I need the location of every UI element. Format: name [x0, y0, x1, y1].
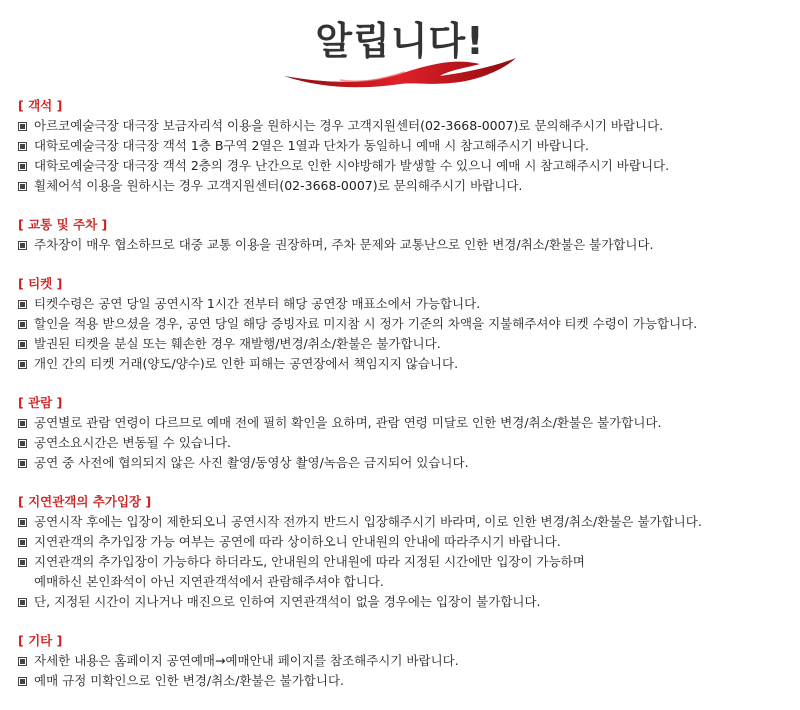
square-bullet-icon: [18, 162, 27, 171]
section-title: [ 교통 및 주차 ]: [18, 217, 108, 232]
square-bullet-icon: [18, 558, 27, 567]
notice-text: 티켓수령은 공연 당일 공연시작 1시간 전부터 해당 공연장 매표소에서 가능합니다.: [34, 296, 481, 311]
notice-text: 공연시작 후에는 입장이 제한되오니 공연시작 전까지 반드시 입장해주시기 바라며, 이로 인한 변경/취소/환불은 불가합니다.: [34, 514, 702, 529]
section-title: [ 지연관객의 추가입장 ]: [18, 494, 152, 509]
notice-item: [18, 314, 793, 334]
notice-text: 예매 규정 미확인으로 인한 변경/취소/환불은 불가합니다.: [34, 673, 344, 688]
notice-item: [18, 116, 793, 136]
notice-item: [18, 176, 793, 196]
ribbon-decoration: [280, 52, 520, 92]
notice-text-continued: 예매하신 본인좌석이 아닌 지연관객석에서 관람해주셔야 합니다.: [34, 574, 384, 589]
notice-text: 주차장이 매우 협소하므로 대중 교통 이용을 권장하며, 주차 문제와 교통난으로 인한 변경/취소/환불은 불가합니다.: [34, 237, 654, 252]
notice-section: [18, 215, 793, 255]
notice-item: [18, 136, 793, 156]
notice-section: [18, 393, 793, 473]
section-title: [ 관람 ]: [18, 395, 63, 410]
notice-item: [18, 552, 793, 592]
header: [0, 0, 800, 95]
notice-text: 공연소요시간은 변동될 수 있습니다.: [34, 435, 232, 450]
square-bullet-icon: [18, 241, 27, 250]
notice-text: 지연관객의 추가입장이 가능하다 하더라도, 안내원의 안내원에 따라 지정된 시간에만 입장이 가능하며: [34, 554, 585, 569]
notice-item: [18, 156, 793, 176]
notice-text: 단, 지정된 시간이 지나거나 매진으로 인하여 지연관객석이 없을 경우에는 입장이 불가합니다.: [34, 594, 541, 609]
square-bullet-icon: [18, 142, 27, 151]
notice-text: 공연별로 관람 연령이 다르므로 예매 전에 필히 확인을 요하며, 관람 연령 미달로 인한 변경/취소/환불은 불가합니다.: [34, 415, 662, 430]
notice-text: 지연관객의 추가입장 가능 여부는 공연에 따라 상이하오니 안내원의 안내에 따라주시기 바랍니다.: [34, 534, 561, 549]
square-bullet-icon: [18, 340, 27, 349]
section-title: [ 티켓 ]: [18, 276, 63, 291]
notice-item: [18, 512, 793, 532]
square-bullet-icon: [18, 598, 27, 607]
notice-content: [18, 96, 793, 710]
square-bullet-icon: [18, 657, 27, 666]
notice-section: [18, 492, 793, 612]
square-bullet-icon: [18, 182, 27, 191]
notice-text: 대학로예술극장 대극장 객석 1층 B구역 2열은 1열과 단차가 동일하니 예매 시 참고해주시기 바랍니다.: [34, 138, 590, 153]
square-bullet-icon: [18, 538, 27, 547]
notice-item: [18, 651, 793, 671]
notice-text: 개인 간의 티켓 거래(양도/양수)로 인한 피해는 공연장에서 책임지지 않습니다.: [34, 356, 459, 371]
notice-text: 할인을 적용 받으셨을 경우, 공연 당일 해당 증빙자료 미지참 시 정가 기준의 차액을 지불해주셔야 티켓 수령이 가능합니다.: [34, 316, 698, 331]
square-bullet-icon: [18, 439, 27, 448]
square-bullet-icon: [18, 320, 27, 329]
section-title: [ 기타 ]: [18, 633, 63, 648]
notice-text: 자세한 내용은 홈페이지 공연예매→예매안내 페이지를 참조해주시기 바랍니다.: [34, 653, 459, 668]
notice-section: [18, 631, 793, 691]
notice-item: [18, 235, 793, 255]
notice-item: [18, 671, 793, 691]
notice-text: 휠체어석 이용을 원하시는 경우 고객지원센터(02-3668-0007)로 문의해주시기 바랍니다.: [34, 178, 523, 193]
notice-text: 아르코예술극장 대극장 보금자리석 이용을 원하시는 경우 고객지원센터(02-3668-0007)로 문의해주시기 바랍니다.: [34, 118, 664, 133]
notice-text: 대학로예술극장 대극장 객석 2층의 경우 난간으로 인한 시야방해가 발생할 수 있으니 예매 시 참고해주시기 바랍니다.: [34, 158, 670, 173]
notice-item: [18, 433, 793, 453]
notice-item: [18, 413, 793, 433]
square-bullet-icon: [18, 300, 27, 309]
notice-item: [18, 453, 793, 473]
square-bullet-icon: [18, 360, 27, 369]
page-title: 알립니다!: [315, 19, 485, 63]
notice-item: [18, 294, 793, 314]
square-bullet-icon: [18, 518, 27, 527]
notice-text: 발권된 티켓을 분실 또는 훼손한 경우 재발행/변경/취소/환불은 불가합니다.: [34, 336, 441, 351]
notice-text: 공연 중 사전에 협의되지 않은 사진 촬영/동영상 촬영/녹음은 금지되어 있습니다.: [34, 455, 469, 470]
notice-item: [18, 334, 793, 354]
section-title: [ 객석 ]: [18, 98, 63, 113]
square-bullet-icon: [18, 677, 27, 686]
notice-section: [18, 96, 793, 196]
square-bullet-icon: [18, 122, 27, 131]
notice-item: [18, 592, 793, 612]
square-bullet-icon: [18, 459, 27, 468]
notice-item: [18, 532, 793, 552]
notice-section: [18, 274, 793, 374]
square-bullet-icon: [18, 419, 27, 428]
notice-item: [18, 354, 793, 374]
